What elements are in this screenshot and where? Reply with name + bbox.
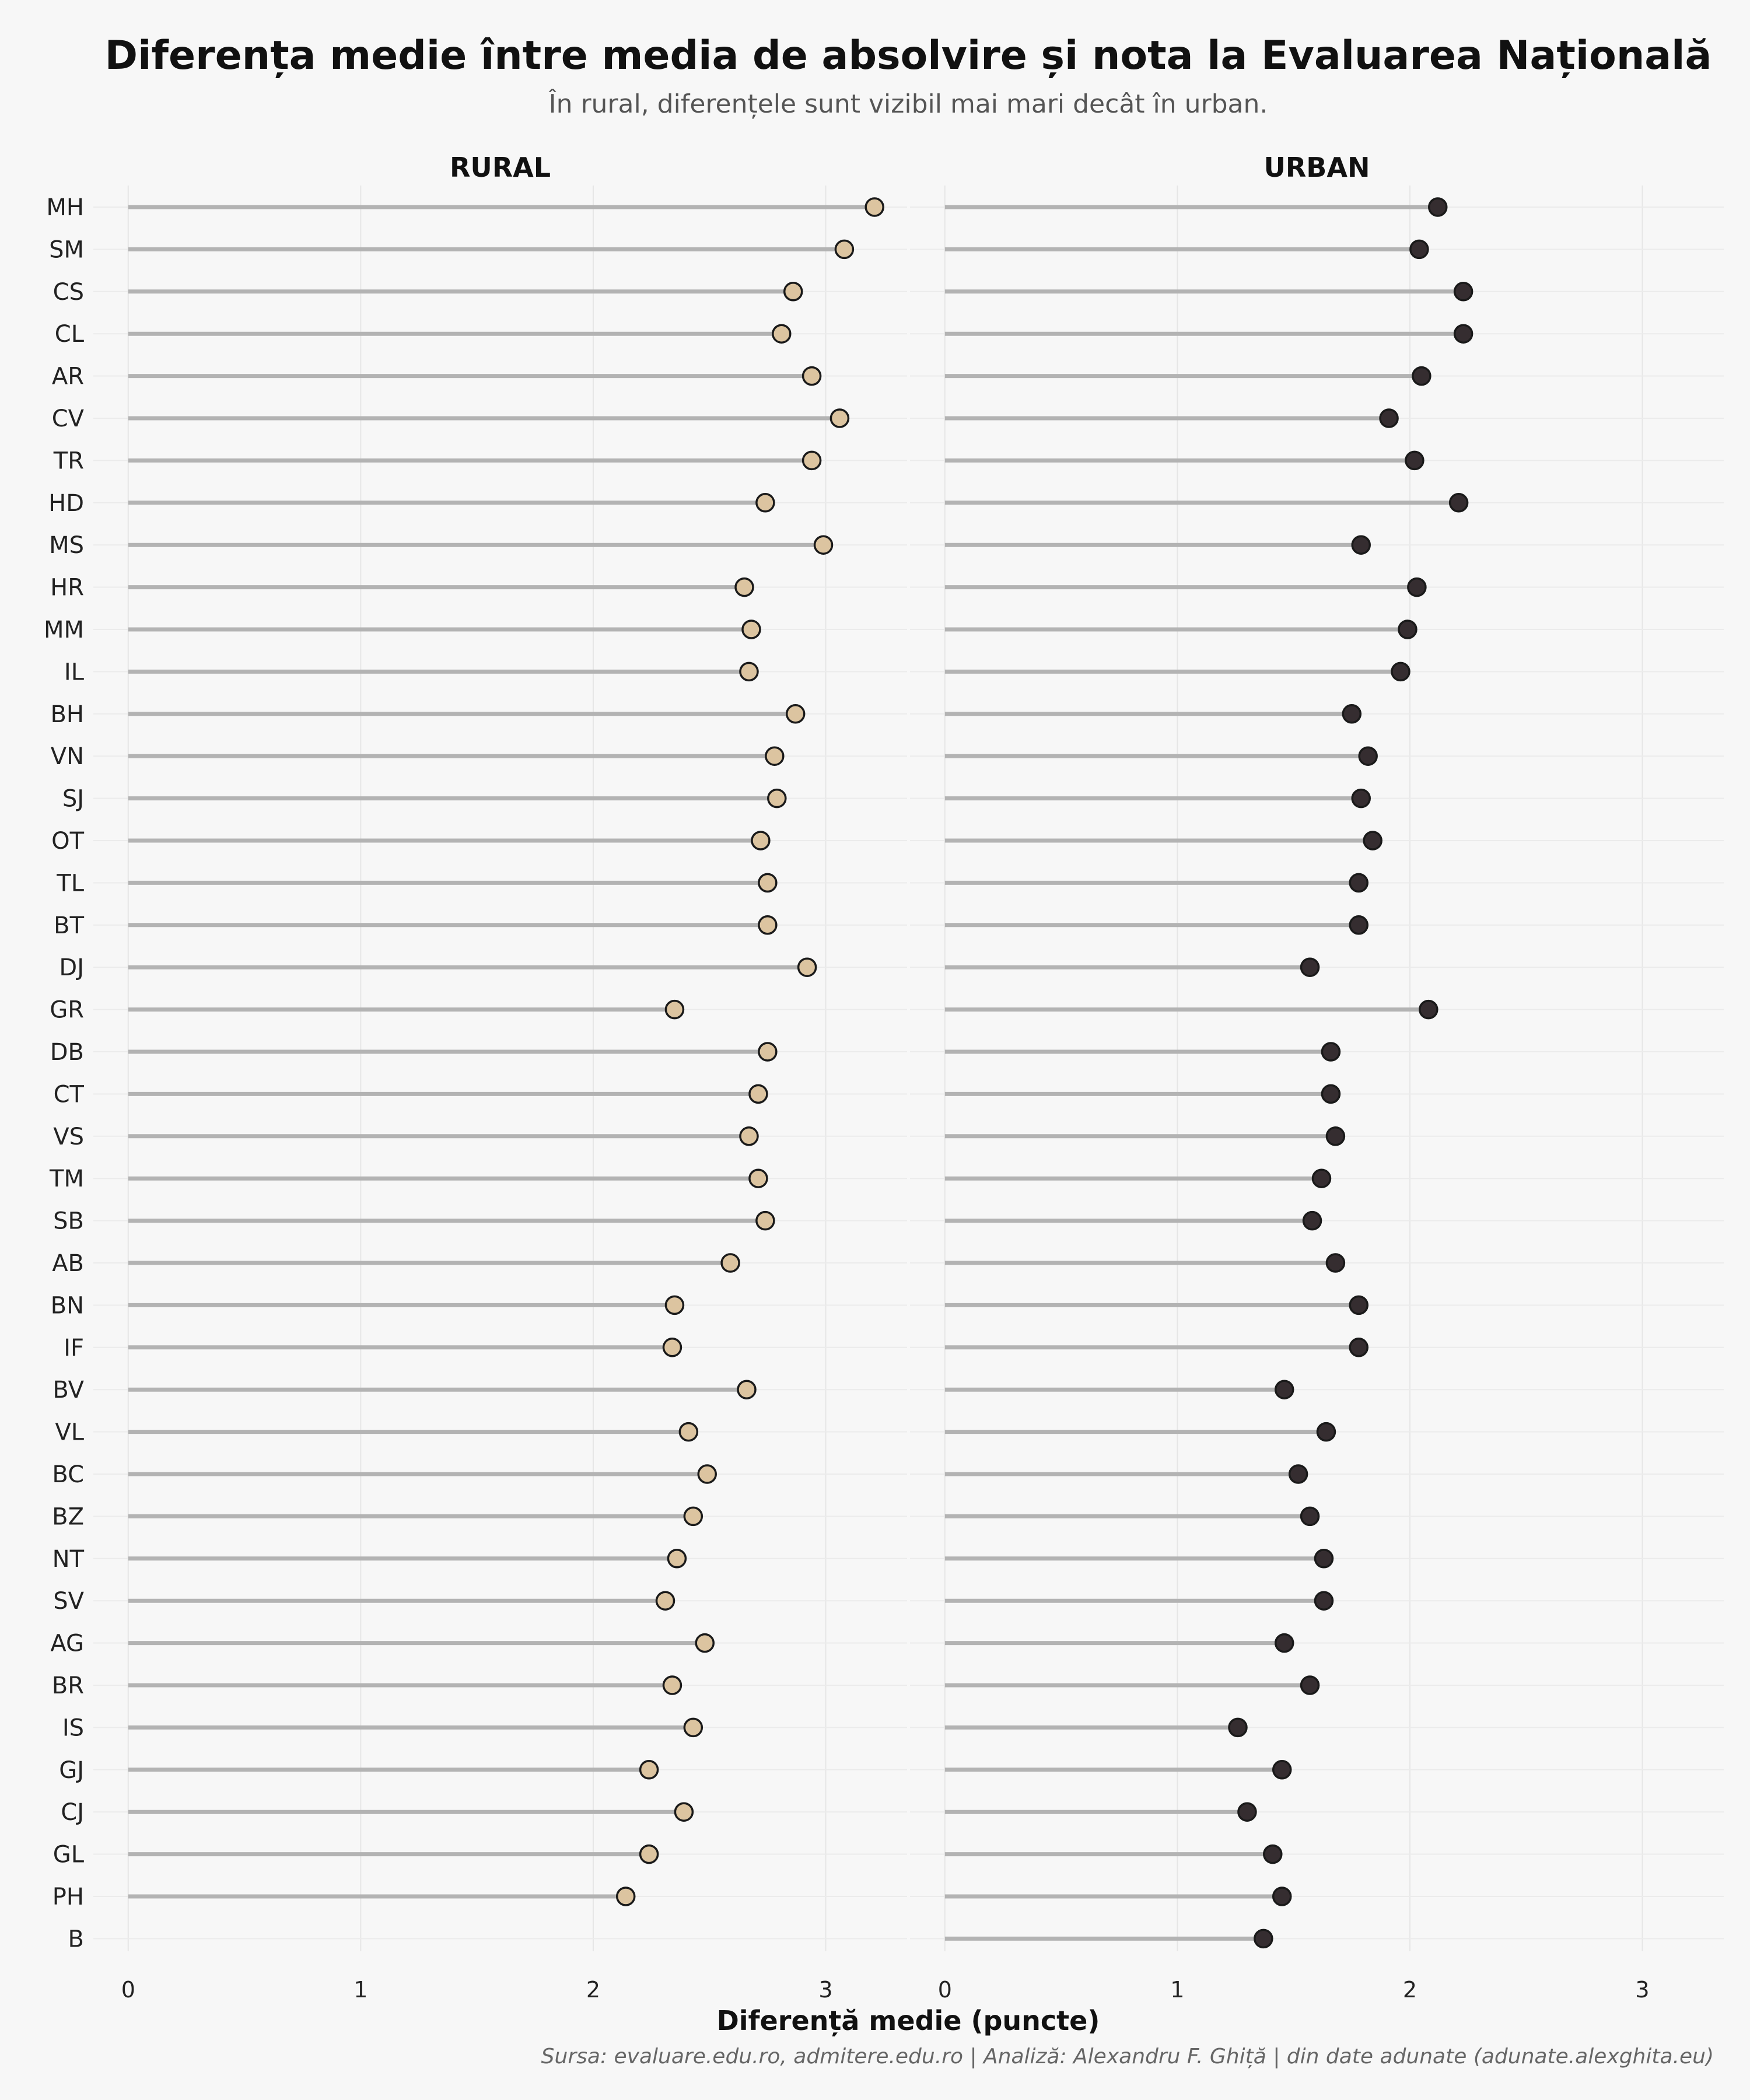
category-label-tl: TL — [57, 870, 84, 897]
category-label-il: IL — [64, 659, 84, 686]
point-rural-vs — [740, 1128, 758, 1145]
point-rural-br — [663, 1676, 681, 1694]
point-urban-bn — [1350, 1296, 1367, 1314]
point-urban-il — [1392, 663, 1409, 680]
point-urban-ab — [1326, 1254, 1344, 1272]
category-label-cv: CV — [51, 405, 84, 432]
x-tick-label-rural: 0 — [121, 1977, 135, 2003]
category-label-hr: HR — [50, 574, 84, 601]
point-rural-gl — [640, 1846, 658, 1863]
category-label-bn: BN — [50, 1292, 84, 1320]
point-rural-nt — [668, 1550, 685, 1567]
category-label-bc: BC — [52, 1461, 84, 1488]
facet-label-rural: RURAL — [449, 152, 551, 183]
category-label-gl: GL — [52, 1841, 84, 1868]
point-urban-cs — [1455, 283, 1472, 300]
panel-urban — [910, 152, 1724, 2003]
category-label-br: BR — [51, 1672, 84, 1699]
category-label-sj: SJ — [62, 785, 84, 813]
category-label-if: IF — [64, 1334, 84, 1362]
point-rural-tr — [803, 452, 821, 469]
point-rural-sv — [656, 1592, 674, 1609]
point-rural-cj — [675, 1803, 692, 1821]
point-urban-bc — [1290, 1465, 1307, 1483]
point-urban-dj — [1301, 958, 1319, 976]
point-urban-bz — [1301, 1507, 1319, 1525]
category-label-b: B — [68, 1926, 84, 1953]
point-urban-br — [1301, 1676, 1319, 1694]
category-label-cs: CS — [52, 278, 84, 306]
point-rural-dj — [799, 958, 816, 976]
point-rural-bh — [787, 705, 804, 723]
point-rural-is — [684, 1718, 702, 1736]
category-label-gj: GJ — [59, 1756, 84, 1784]
point-rural-gj — [640, 1761, 658, 1779]
category-label-bt: BT — [54, 912, 84, 939]
x-axis-title: Diferență medie (puncte) — [716, 2005, 1100, 2036]
category-label-ag: AG — [50, 1630, 84, 1657]
point-rural-vn — [766, 747, 783, 765]
point-rural-ms — [815, 536, 832, 554]
point-urban-if — [1350, 1339, 1367, 1356]
panel-rural — [93, 152, 907, 2003]
point-urban-cl — [1455, 325, 1472, 342]
point-urban-bh — [1343, 705, 1360, 723]
point-rural-il — [740, 663, 758, 680]
point-urban-vn — [1359, 747, 1377, 765]
point-urban-bt — [1350, 916, 1367, 934]
x-tick-label-rural: 3 — [818, 1977, 833, 2003]
category-label-ms: MS — [49, 532, 84, 559]
category-label-gr: GR — [50, 996, 84, 1024]
point-urban-sm — [1410, 240, 1428, 258]
point-urban-is — [1229, 1718, 1247, 1736]
point-rural-tl — [759, 874, 776, 891]
point-urban-gr — [1420, 1001, 1437, 1019]
x-tick-label-urban: 0 — [937, 1977, 952, 2003]
category-label-tr: TR — [53, 447, 84, 475]
category-label-ot: OT — [51, 828, 84, 855]
category-label-vl: VL — [55, 1419, 84, 1446]
point-rural-bc — [698, 1465, 716, 1483]
category-label-nt: NT — [52, 1545, 84, 1573]
point-rural-sb — [757, 1212, 774, 1230]
category-label-sv: SV — [53, 1588, 84, 1615]
category-label-dj: DJ — [59, 954, 84, 982]
x-tick-label-urban: 3 — [1635, 1977, 1650, 2003]
category-label-sm: SM — [49, 236, 84, 264]
point-urban-db — [1322, 1043, 1339, 1060]
x-tick-label-urban: 1 — [1170, 1977, 1185, 2003]
point-rural-mm — [743, 621, 760, 638]
point-urban-nt — [1315, 1550, 1332, 1567]
point-urban-ag — [1276, 1634, 1293, 1652]
point-urban-cv — [1380, 410, 1398, 427]
category-label-ar: AR — [51, 363, 84, 390]
point-urban-ms — [1352, 536, 1370, 554]
x-tick-label-urban: 2 — [1402, 1977, 1418, 2003]
point-urban-ct — [1322, 1085, 1339, 1102]
point-urban-sv — [1315, 1592, 1332, 1609]
point-rural-ph — [617, 1888, 635, 1905]
point-rural-mh — [866, 198, 883, 216]
point-urban-vs — [1326, 1128, 1344, 1145]
category-label-db: DB — [50, 1039, 84, 1066]
point-urban-sb — [1304, 1212, 1321, 1230]
point-urban-hr — [1408, 579, 1426, 596]
x-tick-label-rural: 1 — [354, 1977, 368, 2003]
facet-label-urban: URBAN — [1264, 152, 1370, 183]
point-urban-cj — [1238, 1803, 1256, 1821]
point-urban-ph — [1273, 1888, 1291, 1905]
category-label-bz: BZ — [52, 1503, 84, 1531]
point-rural-ab — [722, 1254, 739, 1272]
point-rural-hd — [757, 494, 774, 512]
category-label-sb: SB — [53, 1208, 84, 1235]
point-rural-cl — [773, 325, 790, 342]
chart-panels — [44, 152, 1724, 2003]
category-label-ab: AB — [52, 1250, 84, 1277]
category-label-mm: MM — [43, 617, 84, 643]
point-rural-bz — [684, 1507, 702, 1525]
point-urban-sj — [1352, 790, 1370, 807]
category-label-vn: VN — [50, 743, 84, 771]
point-urban-hd — [1450, 494, 1468, 512]
point-urban-ar — [1413, 368, 1430, 385]
point-rural-tm — [750, 1170, 767, 1187]
point-urban-tr — [1406, 452, 1423, 469]
point-rural-bn — [666, 1296, 683, 1314]
point-urban-mm — [1399, 621, 1416, 638]
category-label-is: IS — [62, 1714, 84, 1742]
point-rural-ar — [803, 368, 821, 385]
x-tick-label-rural: 2 — [586, 1977, 601, 2003]
category-label-ph: PH — [52, 1884, 84, 1910]
category-label-mh: MH — [46, 194, 84, 221]
point-rural-cs — [785, 283, 802, 300]
category-label-vs: VS — [53, 1123, 84, 1150]
point-rural-vl — [680, 1423, 697, 1441]
point-rural-bv — [738, 1381, 755, 1398]
point-rural-db — [759, 1043, 776, 1060]
point-rural-cv — [831, 410, 848, 427]
point-urban-tl — [1350, 874, 1367, 891]
point-rural-if — [663, 1339, 681, 1356]
point-urban-mh — [1429, 198, 1447, 216]
category-label-bh: BH — [50, 701, 84, 728]
point-urban-gl — [1264, 1846, 1282, 1863]
chart-subtitle: În rural, diferențele sunt vizibil mai mari decât în urban. — [548, 89, 1268, 119]
point-urban-vl — [1317, 1423, 1335, 1441]
point-urban-b — [1255, 1930, 1272, 1947]
point-rural-ag — [696, 1634, 713, 1652]
category-label-tm: TM — [50, 1166, 84, 1193]
point-rural-ot — [752, 832, 769, 849]
category-label-cj: CJ — [61, 1799, 84, 1826]
point-urban-bv — [1276, 1381, 1293, 1398]
point-urban-ot — [1364, 832, 1381, 849]
point-rural-hr — [736, 579, 753, 596]
chart-caption: Sursa: evaluare.edu.ro, admitere.edu.ro | Analiză: Alexandru F. Ghiță | din date adunate (adunate.alexghita.eu) — [541, 2045, 1714, 2068]
point-rural-ct — [750, 1085, 767, 1102]
category-label-cl: CL — [54, 321, 84, 348]
category-label-ct: CT — [53, 1081, 84, 1108]
point-rural-bt — [759, 916, 776, 934]
category-label-hd: HD — [48, 489, 84, 517]
point-rural-gr — [666, 1001, 683, 1019]
point-urban-tm — [1312, 1170, 1330, 1187]
point-rural-sm — [835, 240, 853, 258]
chart-title: Diferența medie între media de absolvire și nota la Evaluarea Națională — [104, 33, 1712, 79]
point-urban-gj — [1273, 1761, 1291, 1779]
category-label-bv: BV — [52, 1377, 84, 1404]
point-rural-sj — [768, 790, 786, 807]
